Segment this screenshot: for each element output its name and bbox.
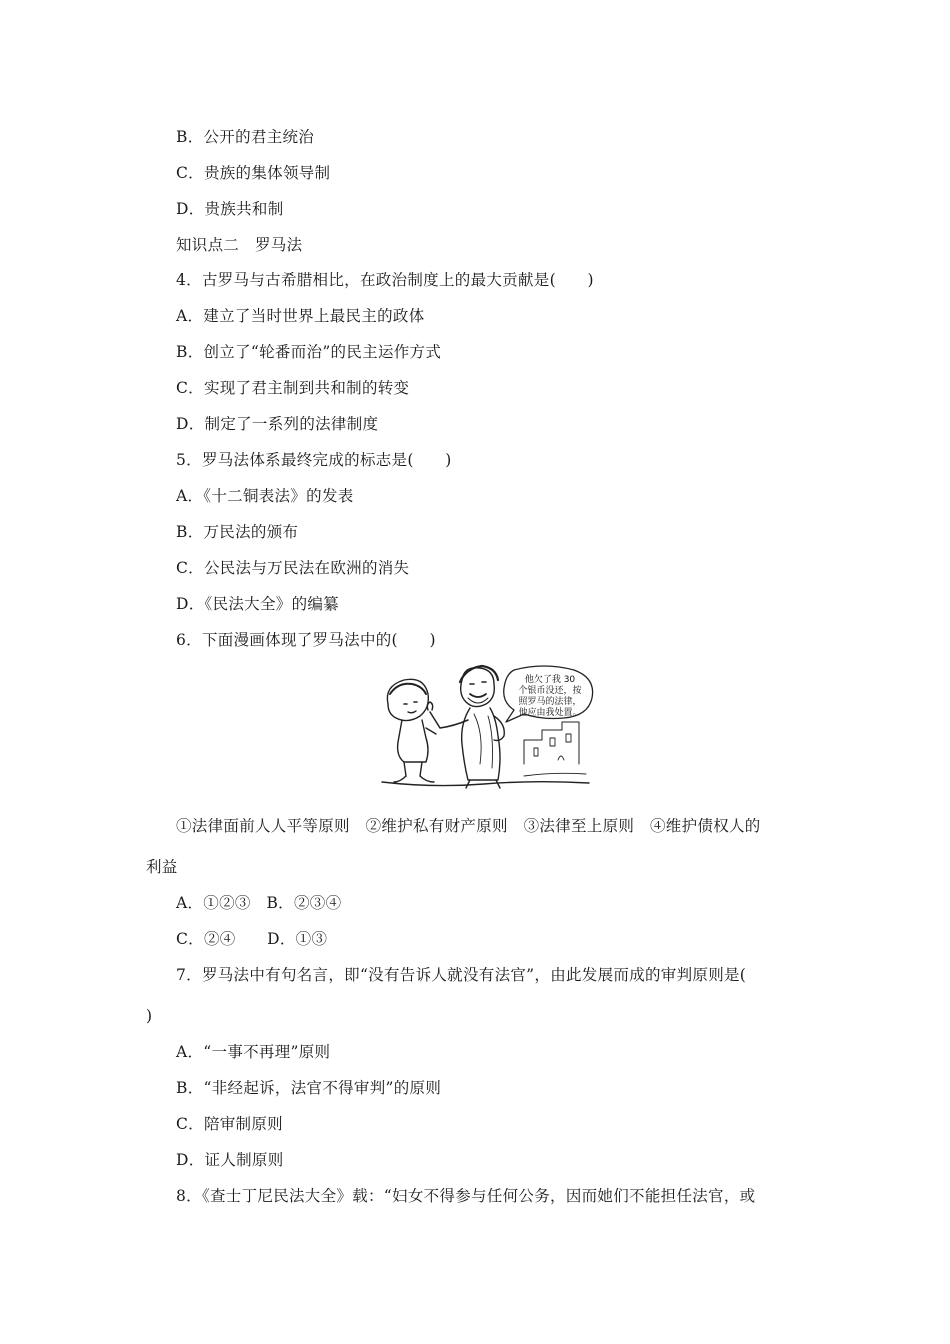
q6-stem: 6．下面漫画体现了罗马法中的( ) (176, 631, 436, 649)
q4-option-b: B．创立了“轮番而治”的民主运作方式 (176, 343, 442, 361)
q6-choices-line1: ①法律面前人人平等原则 ②维护私有财产原则 ③法律至上原则 ④维护债权人的 (176, 817, 761, 835)
q6-choices-line2: 利益 (146, 858, 178, 876)
cartoon-illustration (374, 664, 598, 796)
speech-line-4: 他应由我处置。 (518, 708, 582, 718)
q7-stem-line1: 7．罗马法中有句名言，即“没有告诉人就没有法官”，由此发展而成的审判原则是( (176, 966, 747, 984)
speech-line-2: 个银币没还，按 (518, 686, 582, 696)
q7-option-c: C．陪审制原则 (176, 1115, 283, 1133)
q4-option-d: D．制定了一系列的法律制度 (176, 415, 379, 433)
q6-options-row1: A．①②③ B．②③④ (176, 894, 342, 912)
q3-option-d: D．贵族共和制 (176, 200, 284, 218)
q6-options-row2: C．②④ D．①③ (176, 930, 328, 948)
q5-option-b: B．万民法的颁布 (176, 523, 299, 541)
q5-option-d: D．《民法大全》的编纂 (176, 595, 339, 613)
q8-stem: 8．《查士丁尼民法大全》载：“妇女不得参与任何公务，因而她们不能担任法官，或 (176, 1187, 756, 1205)
q4-option-c: C．实现了君主制到共和制的转变 (176, 379, 410, 397)
q5-option-a: A．《十二铜表法》的发表 (176, 487, 354, 505)
q5-option-c: C．公民法与万民法在欧洲的消失 (176, 559, 410, 577)
q4-option-a: A．建立了当时世界上最民主的政体 (176, 307, 425, 325)
q7-option-d: D．证人制原则 (176, 1151, 284, 1169)
speech-line-3: 照罗马的法律， (518, 697, 582, 707)
section-heading: 知识点二 罗马法 (176, 236, 303, 254)
cartoon-figure (374, 664, 598, 796)
q4-stem: 4．古罗马与古希腊相比，在政治制度上的最大贡献是( ) (176, 271, 594, 289)
q3-option-c: C．贵族的集体领导制 (176, 164, 331, 182)
speech-line-1: 他欠了我 30 (524, 675, 576, 685)
q7-option-a: A．“一事不再理”原则 (176, 1043, 331, 1061)
q7-option-b: B．“非经起诉，法官不得审判”的原则 (176, 1079, 442, 1097)
q7-stem-line2: ) (146, 1007, 153, 1025)
q5-stem: 5．罗马法体系最终完成的标志是( ) (176, 451, 452, 469)
q3-option-b: B．公开的君主统治 (176, 128, 315, 146)
